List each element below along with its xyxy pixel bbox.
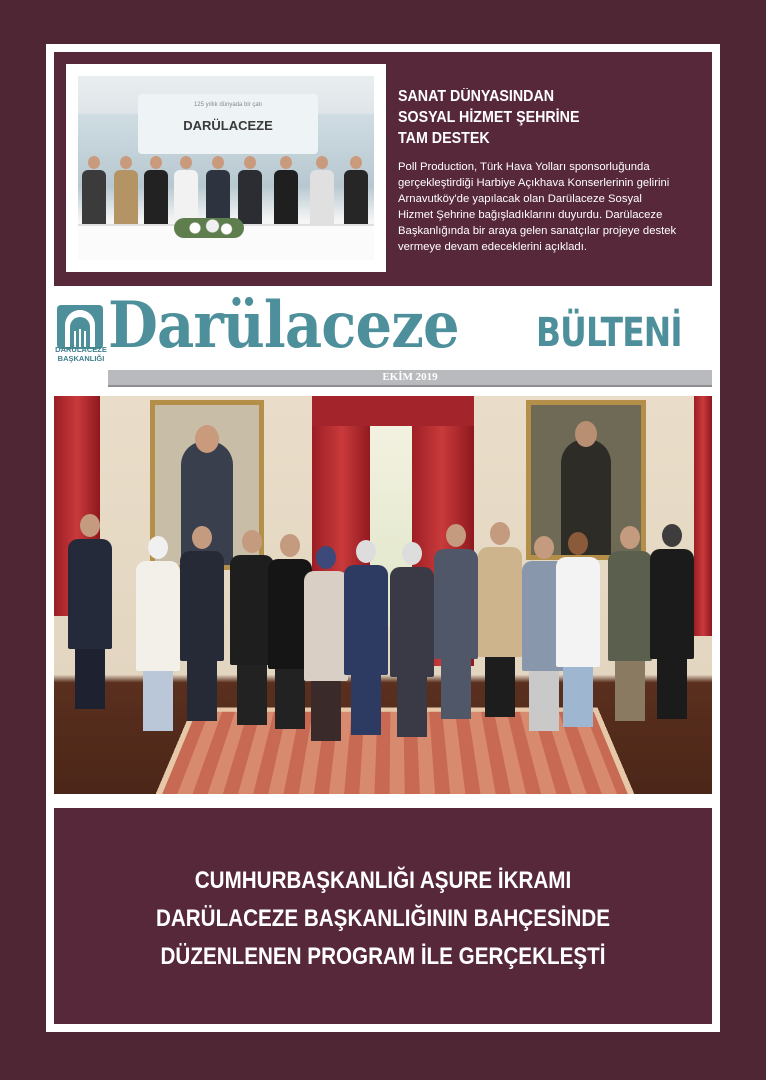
banner-small-text: 125 yıllık dünyada bir çatı (193, 102, 263, 108)
masthead-subtitle: BÜLTENİ (536, 310, 682, 356)
photo-backdrop-banner (138, 94, 318, 154)
flower-arrangement (174, 218, 244, 238)
masthead-title: Darülaceze (108, 288, 459, 363)
top-article-photo (66, 64, 386, 272)
logo-caption: DARÜLACEZE BAŞKANLIĞI (55, 345, 107, 363)
main-group-photo (54, 396, 712, 794)
top-article-headline: SANAT DÜNYASINDAN SOSYAL HİZMET ŞEHRİNE TAM DESTEK (398, 88, 580, 147)
banner-title-text: DARÜLACEZE (183, 118, 273, 133)
issue-date-bar (108, 370, 712, 387)
top-article-body: Poll Production, Türk Hava Yolları sponsorluğunda gerçekleştirdiği Harbiye Açıkhava Konserlerinin gelirini Arnavutköy'de yapılacak olan Darülaceze Sosyal Hizmet Şehrine bağışladıklarını duyurdu. Darülaceze Başkanlığında bir araya gelen sanatçılar projeye destek vermeye devam edeceklerini açıkladı. (398, 161, 677, 253)
bottom-headline: CUMHURBAŞKANLIĞI AŞURE İKRAMI DARÜLACEZE BAŞKANLIĞININ BAHÇESİNDE DÜZENLENEN PROGRAM İLE GERÇEKLEŞTİ (155, 867, 611, 970)
issue-date: EKİM 2019 (382, 371, 438, 383)
